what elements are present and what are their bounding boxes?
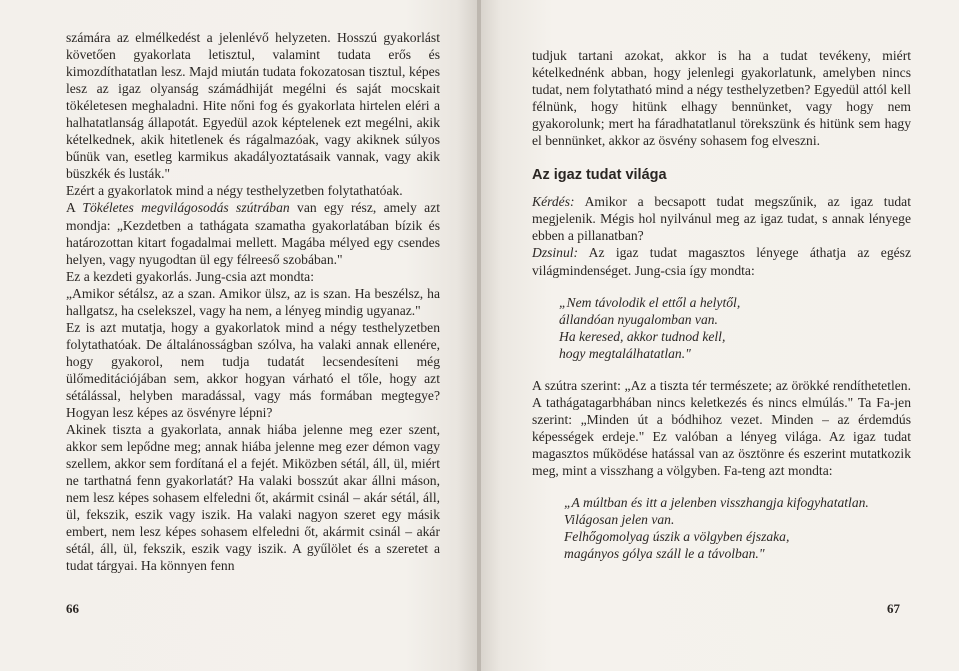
paragraph: Akinek tiszta a gyakorlata, annak hiába jelenne meg ezer szent, akkor sem lepődne meg; annak hiába jelenne meg ezer démon vagy szellem, akkor sem fordítaná el a fejét. Miközben sétál, áll, ül, miért ne tarthatná fenn gyakorlatát? Ha valaki bosszút akar állni máson, nem lesz képes sohasem elfeledni őt, akármit csinál – akár sétál, áll, ül, fekszik, eszik vagy iszik. Ha valaki nagyon szeret egy másik embert, nem lesz képes sohasem elfeledni őt, akármit csinál – akár sétál, áll, ül, fekszik, eszik vagy iszik. A gyűlölet és a szeretet a tudat tárgyai. Ha könnyen fenn [66, 422, 440, 574]
poem-line: hogy megtalálhatatlan." [559, 345, 691, 361]
poem-line: magányos gólya száll le a távolban." [564, 546, 765, 562]
question-label: Kérdés: [532, 194, 575, 210]
question-paragraph [532, 193, 911, 244]
poem-quote-2 [532, 494, 911, 562]
section-heading: Az igaz tudat világa [532, 167, 667, 184]
answer-label: Dzsinul: [532, 245, 579, 261]
paragraph: „Amikor sétálsz, az a szan. Amikor ülsz, az is szan. Ha beszélsz, ha hallgatsz, ha cselekszel, vagy ha nem, a lényeg mindig ugyanaz." [66, 285, 440, 318]
poem-line: „Nem távolodik el ettől a helytől, [559, 294, 741, 310]
paragraph: számára az elmélkedést a jelenlévő helyzeten. Hosszú gyakorlást követően gyakorlata letisztul, valamint tudata erős és kimozdíthatatlan lesz. Majd miután tudata fokozatosan tisztul, képes lesz az igaz olyanság számádhiját megélni és saját mocskait tökéletesen meghaladni. Hite nőni fog és gyakorlata hirtelen eléri a halhatatlanság állapotát. Egyedül azok képtelenek ezt megélni, akik kételkednek, akik hitetlenek és rágalmazóak, vagy akiknek súlyos bűnük van, esetleg karmikus akadályoztatásaik vannak, vagy akik büszkék és lusták." [66, 30, 440, 182]
paragraph-sutra: A Tökéletes megvilágosodás szútrában van egy rész, amely azt mondja: „Kezdetben a tathágata szamatha gyakorlatában bízik és határozottan kitart fogadalmai mellett. Magába mélyed egy csendes helyen, vagy nyugodtan ül egy félreeső szobában." [66, 200, 441, 267]
answer-text: Az igaz tudat magasztos lényege áthatja az egész világmindenséget. Jung-csia így mondta: [532, 245, 911, 278]
poem-line: „A múltban és itt a jelenben visszhangja kifogyhatatlan. [564, 495, 869, 511]
right-page-text [532, 47, 911, 577]
sutra-title: Tökéletes megvilágosodás szútrában [82, 200, 290, 216]
poem-line: Felhőgomolyag úszik a völgyben éjszaka, [564, 529, 790, 545]
paragraph: Ez a kezdeti gyakorlás. Jung-csia azt mondta: [66, 268, 314, 284]
paragraph: Ezért a gyakorlatok mind a négy testhelyzetben folytathatóak. [66, 183, 403, 199]
poem-quote-1 [532, 294, 911, 362]
page-number-right: 67 [887, 601, 900, 616]
poem-line: állandóan nyugalomban van. [559, 311, 718, 327]
paragraph: A szútra szerint: „Az a tiszta tér természete; az örökké rendíthetetlen. A tathágatagarbhában nincs keletkezés és nincs elmúlás." Ta Fa-jen szerint: „Minden út a bódhihoz vezet. Minden – az érdemdús képességek erdeje." Ez valóban a lényeg világa. Az igaz tudat magasztos működése hatással van az ösztönre és eszerint mutatkozik meg, mint a visszhang a völgyben. Fa-teng azt mondta: [532, 377, 911, 478]
poem-line: Ha keresed, akkor tudnod kell, [559, 328, 726, 344]
paragraph: Ez is azt mutatja, hogy a gyakorlatok mind a négy testhelyzetben folytathatóak. De általánosságban szólva, ha valaki annak ellenére, hogy gyakorol, nem tudja tudatát lecsendesíteni még ülőmeditációjában sem, akkor hogyan várható el tőle, hogy azt sétálással, helyben maradással, vagy más formában megtegye? Hogyan lesz képes az ösvényre lépni? [66, 319, 440, 421]
question-text: Amikor a becsapott tudat megszűnik, az igaz tudat megjelenik. Mégis hol nyilvánul meg az igaz tudat, s annak lényege ebben a pillanatban? [532, 194, 911, 244]
answer-paragraph [532, 244, 911, 278]
left-page-text [66, 29, 440, 575]
poem-line: Világosan jelen van. [564, 512, 675, 528]
page-number-left: 66 [66, 601, 79, 616]
left-page [0, 0, 477, 671]
paragraph: tudjuk tartani azokat, akkor is ha a tudat tevékeny, miért kételkednénk abban, hogy jelenlegi gyakorlatunk, amelyben nincs tudat, nem folytatható mind a négy testhelyzetben? Egyedül attól kell félnünk, hogy hitünk elhagy bennünket, vagy hogy nem gyakorolunk; mert ha fáradhatatlanul törekszünk és hitünk sem hagy el bennünket, akkor az ösvény sohasem fog elveszni. [532, 48, 911, 149]
right-page [481, 0, 959, 671]
